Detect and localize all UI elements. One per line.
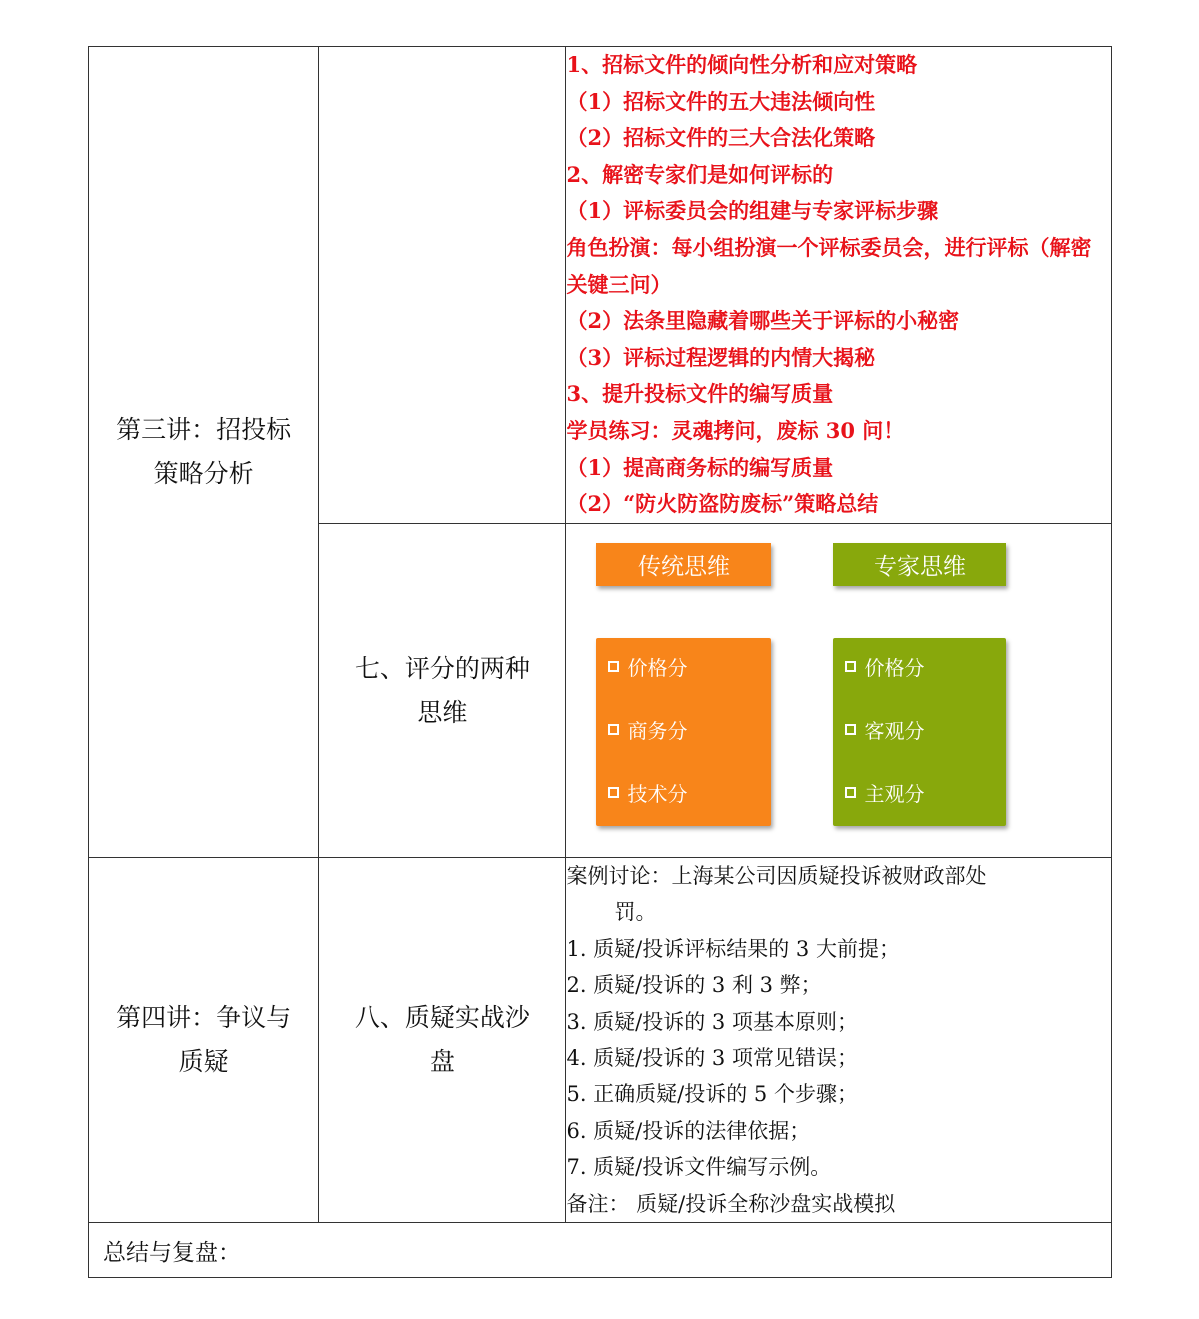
case-discussion-line2: 罚。 (614, 900, 657, 925)
topic-8-line2: 盘 (429, 1047, 455, 1077)
square-bullet-icon (845, 787, 856, 798)
note-line: 备注： 质疑/投诉全称沙盘实战模拟 (566, 1191, 896, 1216)
list-item (608, 715, 687, 744)
score-item-label: 商务分 (627, 718, 688, 743)
list-item: 3、提升投标文件的编写质量 (566, 381, 834, 407)
expert-thinking-panel (833, 638, 1006, 826)
traditional-thinking-label: 传统思维 (637, 553, 730, 580)
score-item-label: 主观分 (864, 781, 925, 806)
list-item: 6. 质疑/投诉的法律依据； (566, 1118, 811, 1143)
list-item: （3）评标过程逻辑的内情大揭秘 (566, 344, 876, 370)
list-item: 5. 正确质疑/投诉的 5 个步骤； (566, 1082, 858, 1107)
square-bullet-icon (845, 724, 856, 735)
score-item-label: 客观分 (864, 718, 925, 743)
list-item: 2、解密专家们是如何评标的 (566, 161, 834, 187)
topic-7-line1: 七、评分的两种 (354, 653, 530, 683)
list-item: （2）招标文件的三大合法化策略 (566, 125, 876, 151)
traditional-thinking-panel (596, 638, 771, 826)
traditional-thinking-header (596, 543, 771, 586)
list-item: 1、招标文件的倾向性分析和应对策略 (566, 52, 918, 77)
lecture-3-title-line1: 第三讲：招投标 (116, 415, 292, 444)
topic-7-cell (319, 524, 566, 858)
score-item-label: 价格分 (864, 655, 925, 680)
list-item: （1）提高商务标的编写质量 (566, 454, 834, 480)
lecture-4-title-line1: 第四讲：争议与 (116, 1003, 292, 1033)
expert-thinking-label: 专家思维 (873, 553, 966, 580)
list-item: （1）招标文件的五大违法倾向性 (566, 88, 876, 114)
square-bullet-icon (608, 787, 619, 798)
lecture-3-cell (89, 47, 319, 858)
lecture-4-cell (89, 858, 319, 1223)
list-item: （2）“防火防盗防废标”策略总结 (566, 491, 879, 517)
case-discussion-line1: 案例讨论：上海某公司因质疑投诉被财政部处 (566, 864, 987, 888)
square-bullet-icon (845, 661, 856, 672)
topic-8-cell (319, 858, 566, 1223)
lecture-3-title-line2: 策略分析 (153, 459, 254, 488)
list-item (845, 715, 924, 744)
list-item: 2. 质疑/投诉的 3 利 3 弊； (566, 973, 822, 998)
thinking-diagram-cell (566, 524, 1112, 858)
summary-label: 总结与复盘： (103, 1239, 241, 1266)
list-item (608, 652, 687, 681)
list-item (845, 778, 924, 807)
list-item (608, 778, 687, 807)
list-item: （2）法条里隐藏着哪些关于评标的小秘密 (566, 308, 960, 334)
list-item: 7. 质疑/投诉文件编写示例。 (566, 1155, 832, 1180)
square-bullet-icon (608, 661, 619, 672)
list-item: 角色扮演：每小组扮演一个评标委员会，进行评标（解密关键三问） (566, 234, 1092, 297)
list-item (845, 652, 924, 681)
course-outline-table (88, 46, 1112, 1278)
complaint-content-cell (566, 858, 1112, 1223)
list-item: 4. 质疑/投诉的 3 项常见错误； (566, 1046, 858, 1071)
score-item-label: 价格分 (627, 655, 688, 680)
list-item: 1. 质疑/投诉评标结果的 3 大前提； (566, 936, 900, 961)
empty-topic-cell (319, 47, 566, 524)
score-item-label: 技术分 (627, 781, 688, 806)
list-item: 学员练习：灵魂拷问，废标 30 问！ (566, 417, 905, 443)
topic-8-line1: 八、质疑实战沙 (354, 1003, 530, 1033)
square-bullet-icon (608, 724, 619, 735)
list-item: 3. 质疑/投诉的 3 项基本原则； (566, 1009, 858, 1034)
summary-cell (89, 1223, 1112, 1278)
expert-thinking-header (833, 543, 1006, 586)
list-item: （1）评标委员会的组建与专家评标步骤 (566, 198, 939, 224)
lecture-4-title-line2: 质疑 (178, 1047, 229, 1077)
thinking-diagram (566, 525, 1111, 857)
strategy-content-cell (566, 47, 1112, 524)
topic-7-line2: 思维 (417, 697, 468, 727)
